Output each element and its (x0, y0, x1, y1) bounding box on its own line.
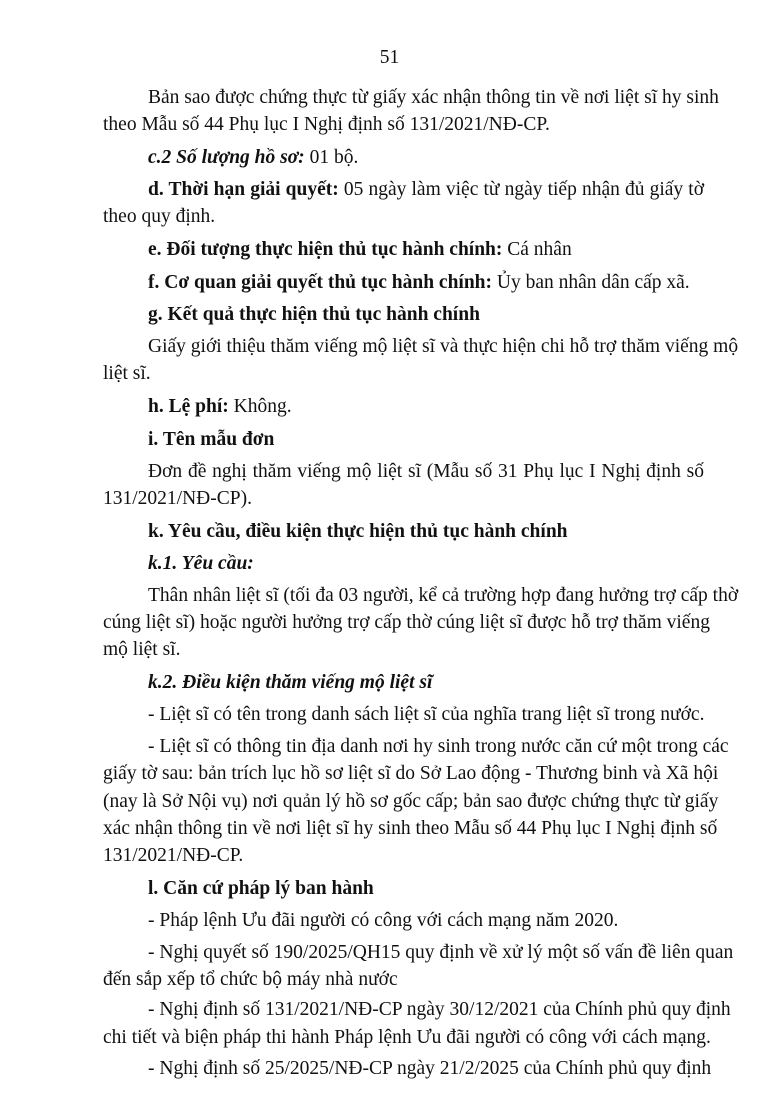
field-label: d. Thời hạn giải quyết: (148, 179, 339, 200)
list-item: - Nghị định số 131/2021/NĐ-CP ngày 30/12/2021 của Chính phủ quy định (148, 999, 731, 1020)
list-item: - Nghị định số 25/2025/NĐ-CP ngày 21/2/2025 của Chính phủ quy định (148, 1058, 712, 1079)
field-h (148, 395, 292, 419)
field-value: Cá nhân (502, 239, 572, 260)
paragraph-line: Đơn đề nghị thăm viếng mộ liệt sĩ (Mẫu số 31 Phụ lục I Nghị định số (148, 461, 704, 482)
paragraph-line: liệt sĩ. (103, 363, 151, 384)
list-item: - Liệt sĩ có thông tin địa danh nơi hy sinh trong nước căn cứ một trong các (148, 736, 729, 757)
paragraph-line: 131/2021/NĐ-CP. (103, 845, 244, 866)
field-label: f. Cơ quan giải quyết thủ tục hành chính: (148, 272, 493, 293)
field-label: h. Lệ phí: (148, 396, 229, 417)
section-heading-k: k. Yêu cầu, điều kiện thực hiện thủ tục hành chính (148, 521, 568, 542)
paragraph-line: giấy tờ sau: bản trích lục hồ sơ liệt sĩ do Sở Lao động - Thương binh và Xã hội (103, 763, 719, 784)
section-heading-i: i. Tên mẫu đơn (148, 429, 275, 450)
paragraph-line: (nay là Sở Nội vụ) nơi quản lý hồ sơ gốc cấp; bản sao được chứng thực từ giấy (103, 791, 719, 812)
paragraph-line: Bản sao được chứng thực từ giấy xác nhận thông tin về nơi liệt sĩ hy sinh (148, 87, 719, 108)
list-item: - Liệt sĩ có tên trong danh sách liệt sĩ của nghĩa trang liệt sĩ trong nước. (148, 704, 705, 725)
paragraph-line: theo quy định. (103, 206, 216, 227)
page-number: 51 (379, 47, 400, 68)
paragraph-line: mộ liệt sĩ. (103, 639, 181, 660)
field-label: e. Đối tượng thực hiện thủ tục hành chính: (148, 239, 503, 260)
paragraph-line: Giấy giới thiệu thăm viếng mộ liệt sĩ và thực hiện chi hỗ trợ thăm viếng mộ (148, 336, 739, 357)
section-heading-g: g. Kết quả thực hiện thủ tục hành chính (148, 304, 480, 325)
field-label: c.2 Số lượng hồ sơ: (148, 147, 305, 168)
paragraph-line: 131/2021/NĐ-CP). (103, 488, 252, 509)
field-c2 (148, 146, 358, 170)
subsection-heading-k1: k.1. Yêu cầu: (148, 553, 254, 574)
field-value: Không. (228, 396, 292, 417)
list-item: - Nghị quyết số 190/2025/QH15 quy định về xử lý một số vấn đề liên quan (148, 942, 734, 963)
field-d (148, 178, 704, 202)
field-f (148, 271, 690, 295)
field-value: 01 bộ. (304, 147, 359, 168)
paragraph-line: cúng liệt sĩ) hoặc người hưởng trợ cấp thờ cúng liệt sĩ được hỗ trợ thăm viếng (103, 612, 710, 633)
field-e (148, 238, 572, 262)
paragraph-line: xác nhận thông tin về nơi liệt sĩ hy sinh theo Mẫu số 44 Phụ lục I Nghị định số (103, 818, 718, 839)
list-item: - Pháp lệnh Ưu đãi người có công với cách mạng năm 2020. (148, 910, 619, 931)
field-value: 05 ngày làm việc từ ngày tiếp nhận đủ giấy tờ (338, 179, 705, 200)
subsection-heading-k2: k.2. Điều kiện thăm viếng mộ liệt sĩ (148, 672, 433, 693)
paragraph-line: Thân nhân liệt sĩ (tối đa 03 người, kể cả trường hợp đang hưởng trợ cấp thờ (148, 585, 739, 606)
paragraph-line: đến sắp xếp tổ chức bộ máy nhà nước (103, 969, 398, 990)
field-value: Ủy ban nhân dân cấp xã. (492, 272, 690, 293)
paragraph-line: theo Mẫu số 44 Phụ lục I Nghị định số 131/2021/NĐ-CP. (103, 114, 550, 135)
section-heading-l: l. Căn cứ pháp lý ban hành (148, 878, 374, 899)
paragraph-line: chi tiết và biện pháp thi hành Pháp lệnh Ưu đãi người có công với cách mạng. (103, 1027, 711, 1048)
